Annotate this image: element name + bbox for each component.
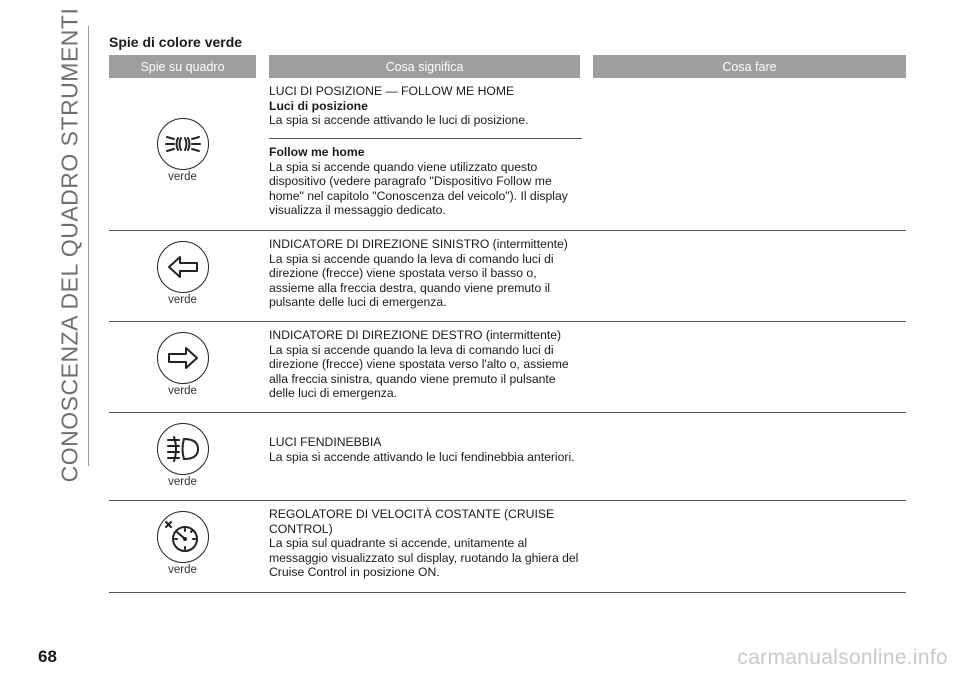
side-divider	[88, 26, 89, 466]
text-block	[269, 231, 582, 317]
icon-color-label: verde	[168, 564, 197, 576]
text-cell	[269, 413, 582, 500]
text-block	[269, 413, 582, 471]
icon-color-label: verde	[168, 476, 197, 488]
block-text: La spia si accende quando la leva di comando luci di direzione (frecce) viene spostata verso il basso o, assieme alla freccia destra, quando viene premuto il pulsante delle luci di emergenza.	[269, 251, 554, 310]
text-cell	[269, 231, 582, 321]
block-text: La spia si accende attivando le luci di posizione.	[269, 113, 529, 128]
right-turn-arrow-icon	[157, 332, 209, 384]
icon-cell	[109, 413, 256, 500]
block-text: La spia si accende quando viene utilizzato questo dispositivo (vedere paragrafo "Dispositivo Follow me home" nel capitolo "Conoscenza del veicolo"). Il display visualizza il messaggio dedicato.	[269, 159, 568, 218]
header-cosa-significa: Cosa significa	[269, 55, 580, 78]
block-heading: LUCI FENDINEBBIA	[269, 435, 382, 449]
icon-color-label: verde	[168, 385, 197, 397]
icon-color-label: verde	[168, 171, 197, 183]
table-row	[109, 501, 906, 593]
block-text: La spia si accende attivando le luci fendinebbia anteriori.	[269, 449, 575, 464]
text-cell	[269, 78, 582, 230]
block-text: La spia sul quadrante si accende, unitamente al messaggio visualizzato sul display, ruotando la ghiera del Cruise Control in posizione ON.	[269, 536, 579, 580]
table-header	[109, 55, 906, 78]
text-block	[269, 501, 582, 587]
text-cell	[269, 501, 582, 592]
block-heading: INDICATORE DI DIREZIONE DESTRO (intermittente)	[269, 328, 562, 342]
chapter-side-title	[52, 7, 88, 482]
position-lights-icon	[157, 118, 209, 170]
icon-cell	[109, 501, 256, 592]
icon-color-label: verde	[168, 294, 197, 306]
block-text: La spia si accende quando la leva di comando luci di direzione (frecce) viene spostata verso l'alto o, assieme alla freccia sinistra, quando viene premuto il pulsante delle luci di emergenza.	[269, 342, 569, 401]
header-cosa-fare: Cosa fare	[593, 55, 906, 78]
block-heading: LUCI DI POSIZIONE — FOLLOW ME HOME	[269, 84, 515, 98]
table-row	[109, 231, 906, 322]
text-cell	[269, 322, 582, 412]
table-row	[109, 322, 906, 413]
block-heading: INDICATORE DI DIREZIONE SINISTRO (intermittente)	[269, 237, 568, 251]
text-block	[269, 138, 582, 225]
page-number: 68	[38, 647, 57, 666]
block-subheading: Follow me home	[269, 145, 365, 159]
chapter-title-text: CONOSCENZA DEL QUADRO STRUMENTI	[56, 7, 83, 482]
table-row	[109, 413, 906, 501]
block-subheading: Luci di posizione	[269, 98, 368, 113]
cruise-control-icon	[157, 511, 209, 563]
front-fog-light-icon	[157, 423, 209, 475]
watermark-text: carmanualsonline.info	[737, 646, 948, 669]
text-block	[269, 78, 582, 138]
text-block	[269, 322, 582, 408]
warning-lights-table	[109, 55, 906, 593]
section-title: Spie di colore verde	[109, 34, 243, 50]
left-turn-arrow-icon	[157, 241, 209, 293]
icon-cell	[109, 78, 256, 230]
icon-cell	[109, 231, 256, 321]
header-spie-su-quadro: Spie su quadro	[109, 55, 256, 78]
block-heading: REGOLATORE DI VELOCITÀ COSTANTE (CRUISE CONTROL)	[269, 507, 555, 536]
table-row	[109, 78, 906, 231]
icon-cell	[109, 322, 256, 412]
